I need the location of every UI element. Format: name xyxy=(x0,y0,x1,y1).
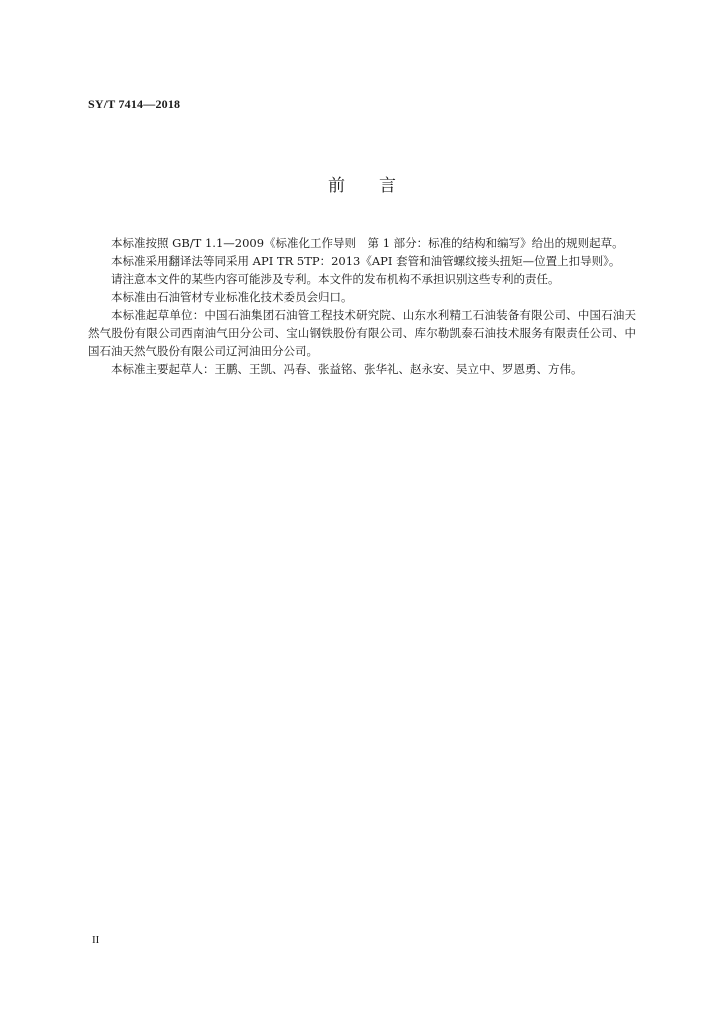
standard-code-header: SY/T 7414—2018 xyxy=(88,97,181,111)
paragraph-patent-notice: 请注意本文件的某些内容可能涉及专利。本文件的发布机构不承担识别这些专利的责任。 xyxy=(111,272,560,286)
paragraph-drafting-rules: 本标准按照 GB/T 1.1—2009《标准化工作导则 第 1 部分：标准的结构和编写》给出的规则起草。 xyxy=(111,236,624,250)
paragraph-drafting-units: 本标准起草单位：中国石油集团石油管工程技术研究院、山东水利精工石油装备有限公司、中国石油天然气股份有限公司西南油气田分公司、宝山钢铁股份有限公司、库尔勒凯泰石油技术服务有限责任公司、中国石油天然气股份有限公司辽河油田分公司。 xyxy=(88,308,636,358)
paragraph-drafters: 本标准主要起草人：王鹏、王凯、冯春、张益铭、张华礼、赵永安、吴立中、罗恩勇、方伟。 xyxy=(111,362,583,376)
page-number: II xyxy=(92,934,100,946)
paragraph-adoption: 本标准采用翻译法等同采用 API TR 5TP：2013《API 套管和油管螺纹接头扭矩—位置上扣导则》。 xyxy=(111,254,621,268)
paragraph-committee: 本标准由石油管材专业标准化技术委员会归口。 xyxy=(111,290,353,304)
foreword-body xyxy=(88,234,636,378)
section-title-foreword: 前言 xyxy=(328,176,430,196)
